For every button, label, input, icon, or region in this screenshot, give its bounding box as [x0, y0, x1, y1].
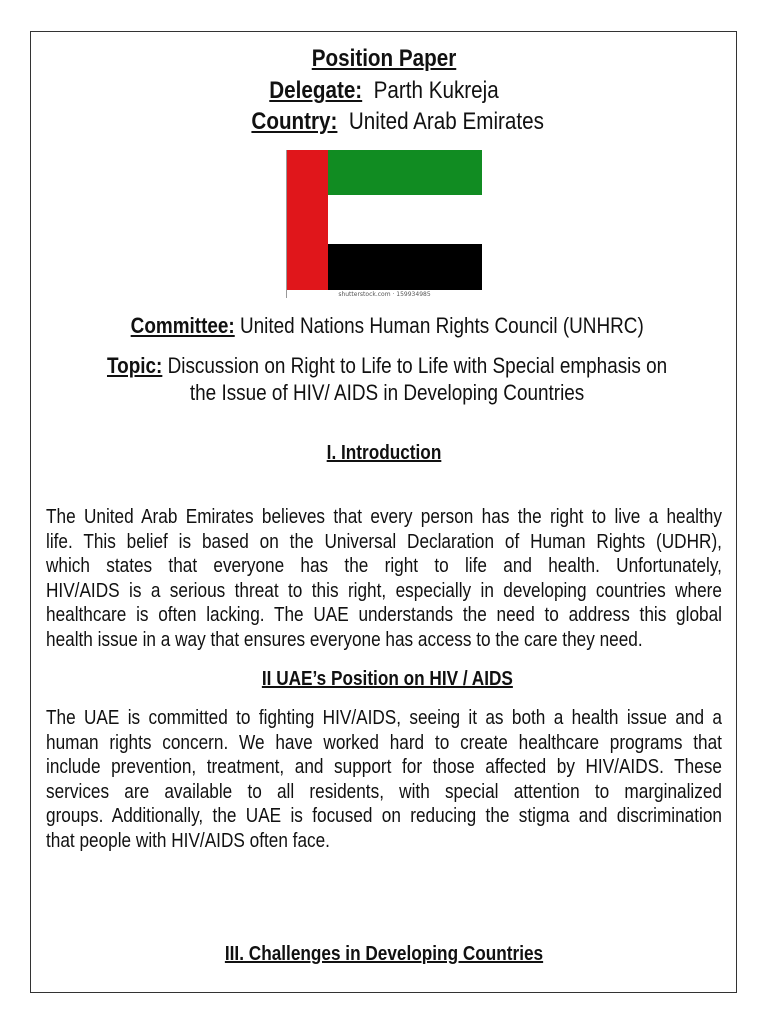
flag-black-stripe	[328, 244, 482, 290]
flag-white-stripe	[328, 195, 482, 244]
paragraph-line: healthcare is often lacking. The UAE understands the need to address this global	[46, 604, 722, 627]
paragraph-line: The UAE is committed to fighting HIV/AIDS, seeing it as both a health issue and a	[46, 707, 722, 729]
uae-position-paragraph	[46, 706, 722, 854]
committee-line	[57, 313, 717, 339]
uae-flag-image	[287, 150, 482, 290]
paragraph-line: services are available to all residents, with special attention to marginalized	[46, 780, 722, 803]
paragraph-line: that people with HIV/AIDS often face.	[46, 829, 330, 852]
section-heading-challenges: III. Challenges in Developing Countries	[224, 943, 544, 965]
country-label: Country:	[251, 108, 338, 135]
committee-label: Committee:	[130, 313, 235, 338]
delegate-line	[54, 77, 714, 105]
flag-green-stripe	[328, 150, 482, 195]
paragraph-line: The United Arab Emirates believes that every person has the right to live a healthy	[46, 506, 722, 528]
document-title: Position Paper	[311, 45, 457, 72]
paragraph-line: include prevention, treatment, and support for those affected by HIV/AIDS. These	[46, 756, 722, 779]
committee-value: United Nations Human Rights Council (UNHRC)	[239, 313, 644, 338]
topic-label: Topic:	[106, 353, 163, 378]
paragraph-line: human rights concern. We have worked hard to create healthcare programs that	[46, 731, 722, 754]
section-heading-uae-position: II UAE’s Position on HIV / AIDS	[261, 668, 513, 690]
delegate-name: Parth Kukreja	[373, 77, 499, 104]
introduction-paragraph	[46, 505, 722, 653]
flag-watermark-caption: shutterstock.com · 159934985	[338, 291, 431, 298]
topic-line-1	[57, 352, 717, 379]
paragraph-line: groups. Additionally, the UAE is focused on reducing the stigma and discrimination	[46, 805, 722, 828]
section-heading-introduction: I. Introduction	[326, 442, 442, 464]
paragraph-line: life. This belief is based on the Universal Declaration of Human Rights (UDHR),	[46, 530, 722, 553]
paragraph-line: which states that everyone has the right to life and health. Unfortunately,	[46, 555, 722, 578]
paragraph-line: health issue in a way that ensures everyone has access to the care they need.	[46, 628, 643, 651]
flag-red-band	[287, 150, 328, 290]
topic-block	[57, 352, 717, 406]
country-name: United Arab Emirates	[348, 108, 544, 135]
topic-text-1: Discussion on Right to Life to Life with Special emphasis on	[167, 353, 668, 378]
paragraph-line: HIV/AIDS is a serious threat to this right, especially in developing countries where	[46, 579, 722, 602]
topic-line-2: the Issue of HIV/ AIDS in Developing Countries	[189, 380, 585, 405]
delegate-label: Delegate:	[269, 77, 363, 104]
country-line	[67, 108, 727, 136]
